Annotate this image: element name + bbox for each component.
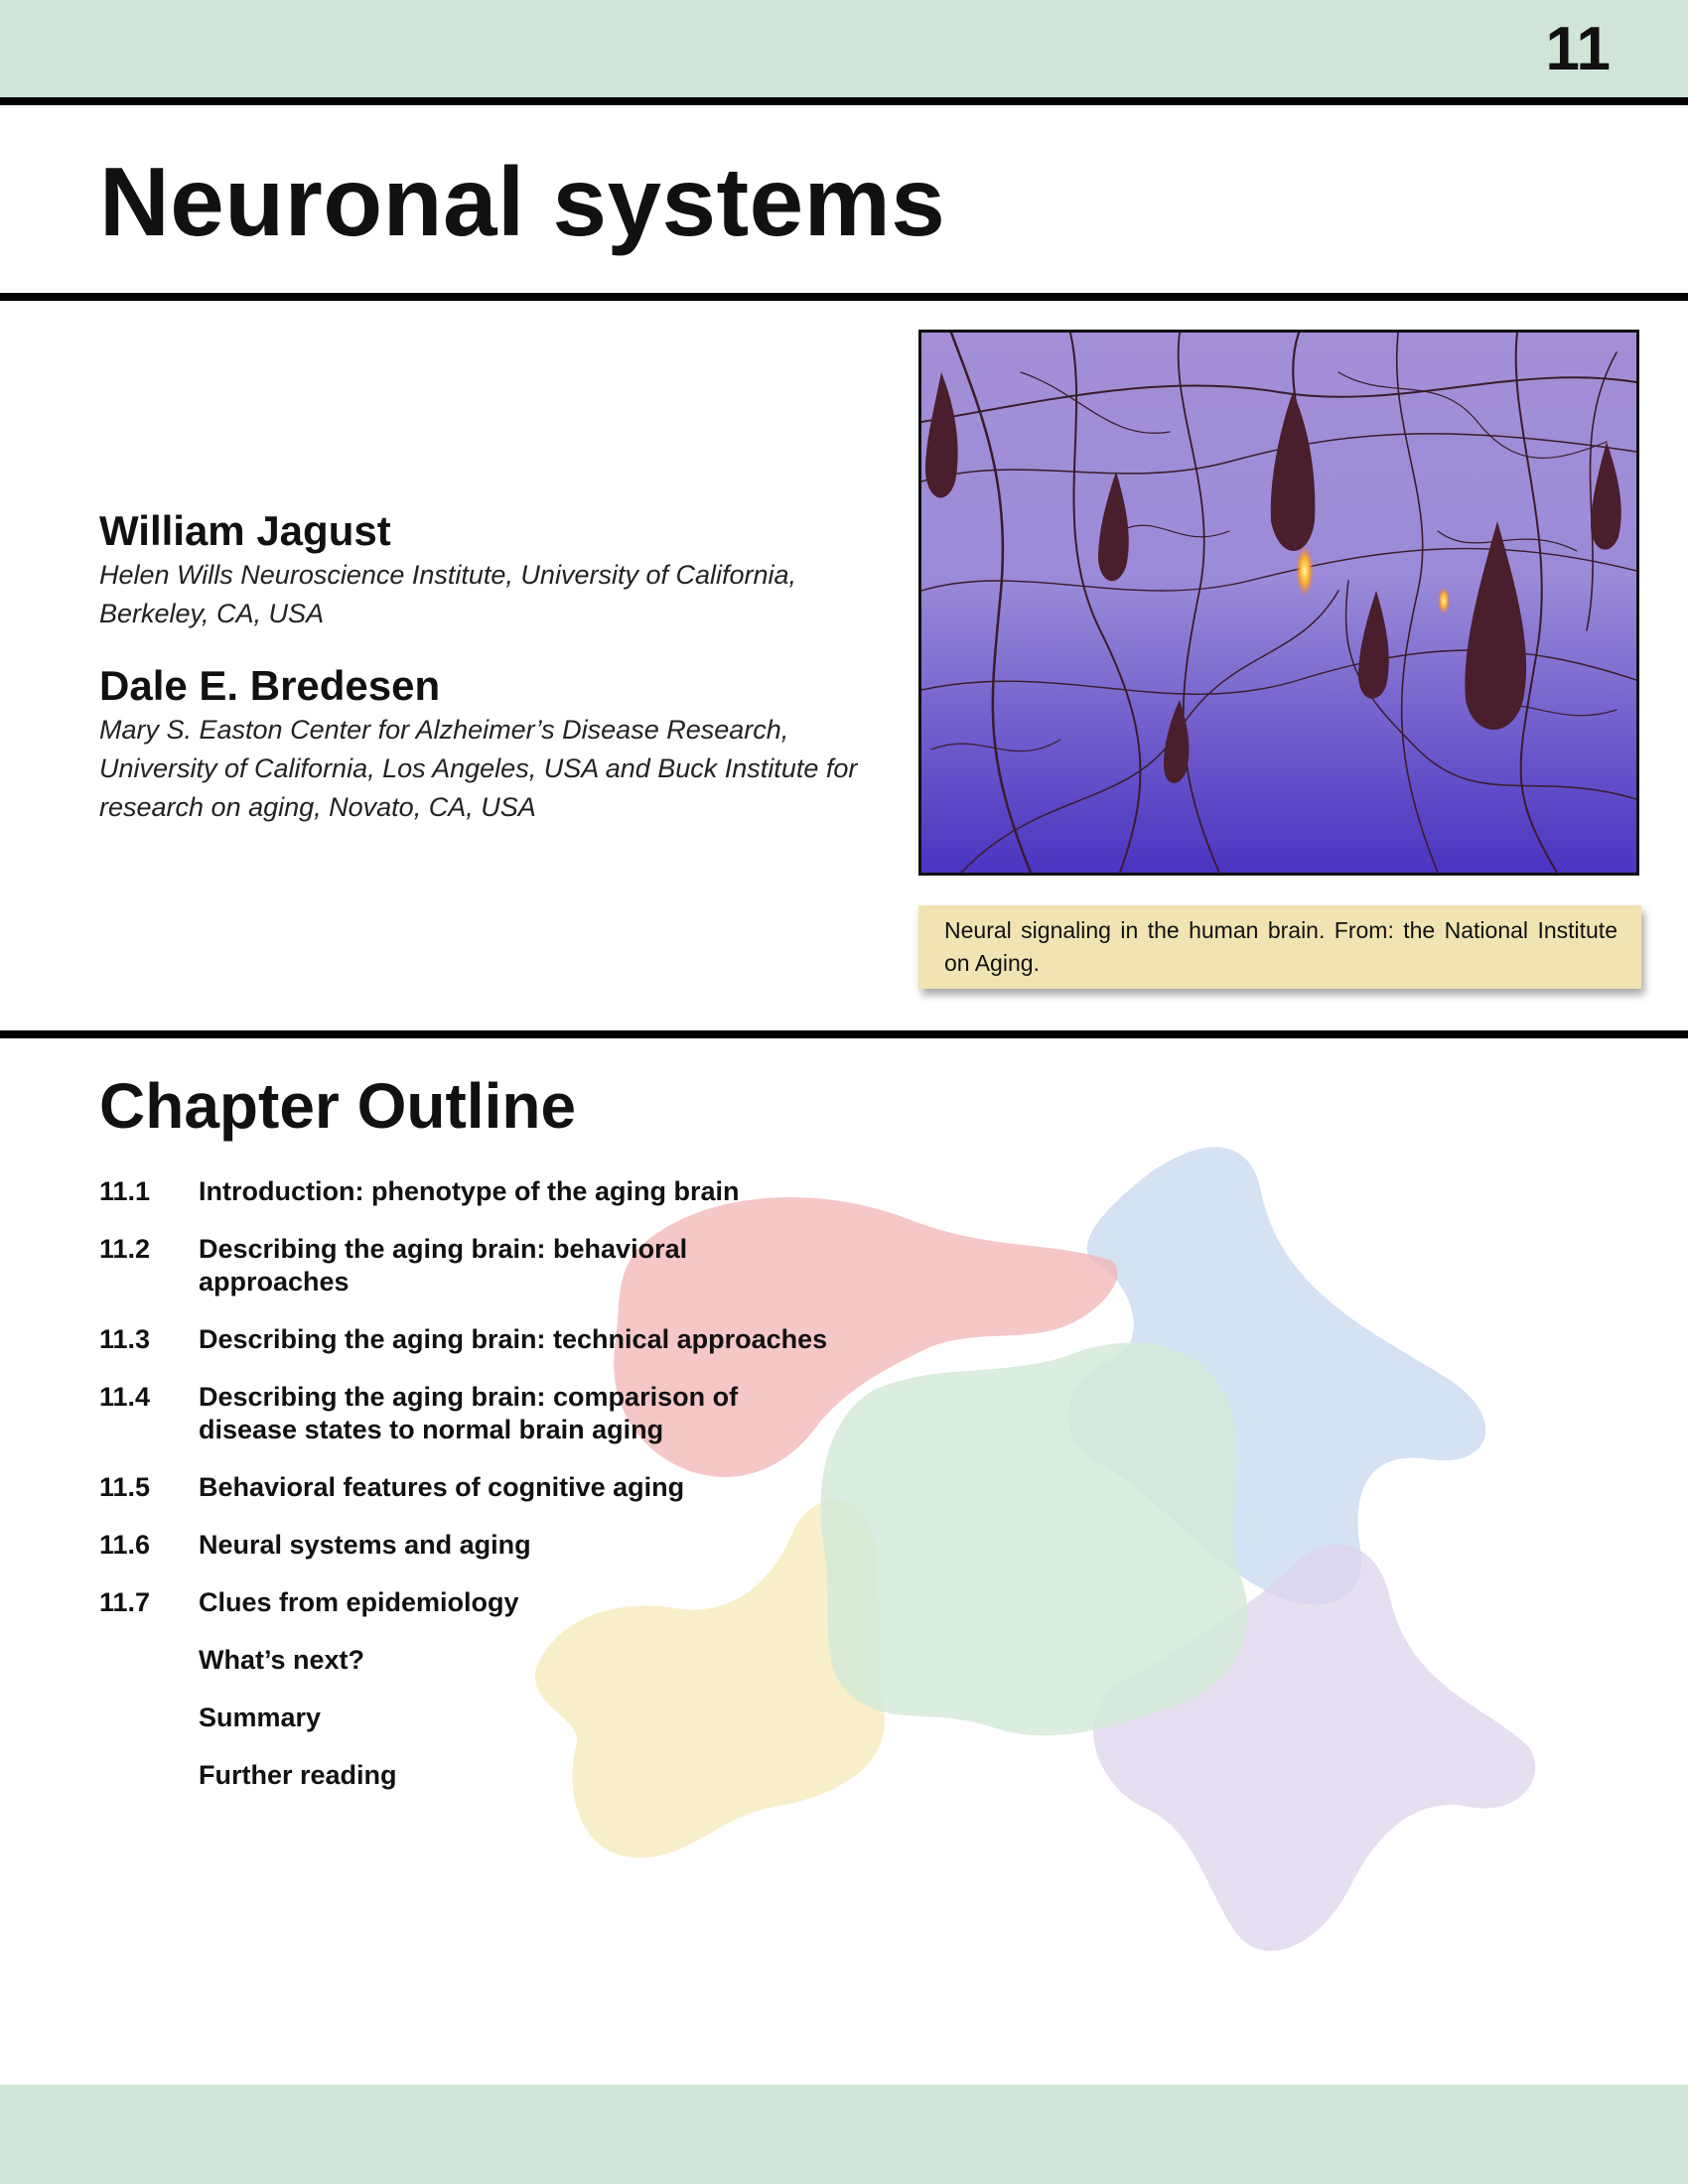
title-rule xyxy=(0,293,1688,301)
outline-item[interactable] xyxy=(99,1233,914,1298)
outline-item[interactable] xyxy=(99,1381,914,1446)
outline-item[interactable] xyxy=(99,1759,914,1792)
author-affiliation: Helen Wills Neuroscience Institute, University of California, Berkeley, CA, USA xyxy=(99,560,797,628)
outline-item-number xyxy=(99,1759,199,1792)
footer-band xyxy=(0,2085,1688,2184)
neuron-photo xyxy=(918,330,1639,876)
figure-caption: Neural signaling in the human brain. From: the National Institute on Aging. xyxy=(918,905,1641,989)
outline-item[interactable] xyxy=(99,1644,914,1677)
outline-item[interactable] xyxy=(99,1175,914,1208)
outline-item[interactable] xyxy=(99,1702,914,1734)
outline-item-number: 11.6 xyxy=(99,1530,151,1560)
author-name: Dale E. Bredesen xyxy=(99,662,441,709)
outline-item-number xyxy=(99,1702,199,1734)
outline-item-label: Describing the aging brain: comparison of disease states to normal brain aging xyxy=(199,1382,739,1444)
outline-item-label: Describing the aging brain: technical approaches xyxy=(199,1324,828,1354)
outline-item-number: 11.7 xyxy=(99,1587,151,1617)
chapter-title: Neuronal systems xyxy=(99,147,946,256)
outline-item-number: 11.5 xyxy=(99,1472,151,1502)
outline-item-label: Behavioral features of cognitive aging xyxy=(199,1472,685,1502)
outline-item-number: 11.1 xyxy=(99,1176,151,1206)
outline-item[interactable] xyxy=(99,1529,914,1562)
outline-item[interactable] xyxy=(99,1323,914,1356)
chapter-number: 11 xyxy=(1545,15,1611,83)
author-affiliation: Mary S. Easton Center for Alzheimer’s Disease Research, University of California, Los Angeles, USA and Buck Institute for research on aging, Novato, CA, USA xyxy=(99,715,858,822)
outline-item-label: What’s next? xyxy=(199,1645,365,1675)
outline-item-number xyxy=(99,1644,199,1677)
outline-item-label: Introduction: phenotype of the aging brain xyxy=(199,1176,740,1206)
outline-item-label: Summary xyxy=(199,1703,322,1732)
author-name: William Jagust xyxy=(99,507,391,554)
outline-item-number: 11.4 xyxy=(99,1382,151,1412)
chapter-outline-heading: Chapter Outline xyxy=(99,1070,577,1142)
outline-item-label: Describing the aging brain: behavioral approaches xyxy=(199,1234,688,1297)
header-rule xyxy=(0,97,1688,105)
header-band xyxy=(0,0,1688,97)
section-rule xyxy=(0,1030,1688,1038)
outline-item-label: Further reading xyxy=(199,1760,397,1790)
outline-item-label: Neural systems and aging xyxy=(199,1530,531,1560)
outline-item-label: Clues from epidemiology xyxy=(199,1587,519,1617)
outline-item-number: 11.2 xyxy=(99,1234,151,1264)
chapter-outline-list xyxy=(99,1175,914,1817)
outline-item[interactable] xyxy=(99,1471,914,1504)
outline-item[interactable] xyxy=(99,1586,914,1619)
outline-item-number: 11.3 xyxy=(99,1324,151,1354)
